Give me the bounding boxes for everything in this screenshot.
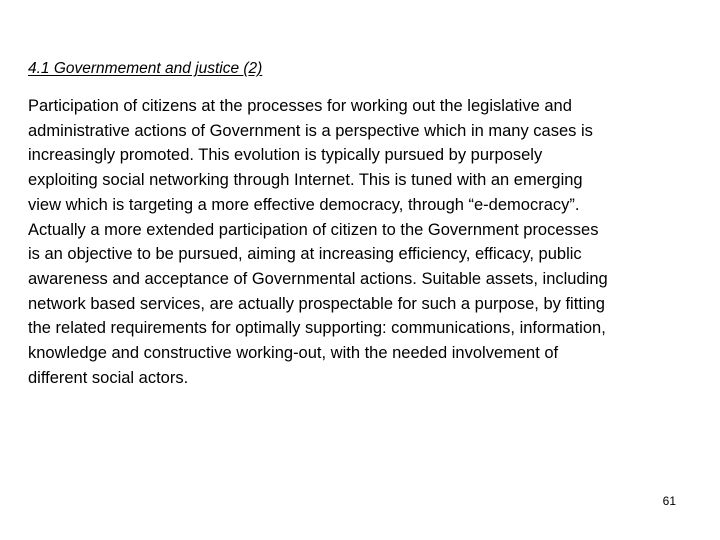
body-line: the related requirements for optimally supporting: communications, information, — [28, 319, 606, 338]
body-line: different social actors. — [28, 368, 189, 387]
body-line: awareness and acceptance of Governmental actions. Suitable assets, including — [28, 269, 608, 288]
body-line: increasingly promoted. This evolution is typically pursued by purposely — [28, 146, 543, 165]
body-line: view which is targeting a more effective democracy, through “e-democracy”. — [28, 195, 580, 214]
body-line: exploiting social networking through Internet. This is tuned with an emerging — [28, 171, 583, 190]
page-number: 61 — [662, 494, 676, 508]
body-line: knowledge and constructive working-out, with the needed involvement of — [28, 344, 559, 363]
body-line: network based services, are actually prospectable for such a purpose, by fitting — [28, 294, 605, 313]
body-paragraph — [28, 94, 608, 390]
body-line: Actually a more extended participation of citizen to the Government processes — [28, 220, 599, 239]
body-line: is an objective to be pursued, aiming at increasing efficiency, efficacy, public — [28, 245, 582, 264]
body-line: Participation of citizens at the processes for working out the legislative and — [28, 97, 572, 115]
body-line: administrative actions of Government is a perspective which in many cases is — [28, 121, 593, 140]
slide-title: 4.1 Governmement and justice (2) — [28, 60, 263, 77]
